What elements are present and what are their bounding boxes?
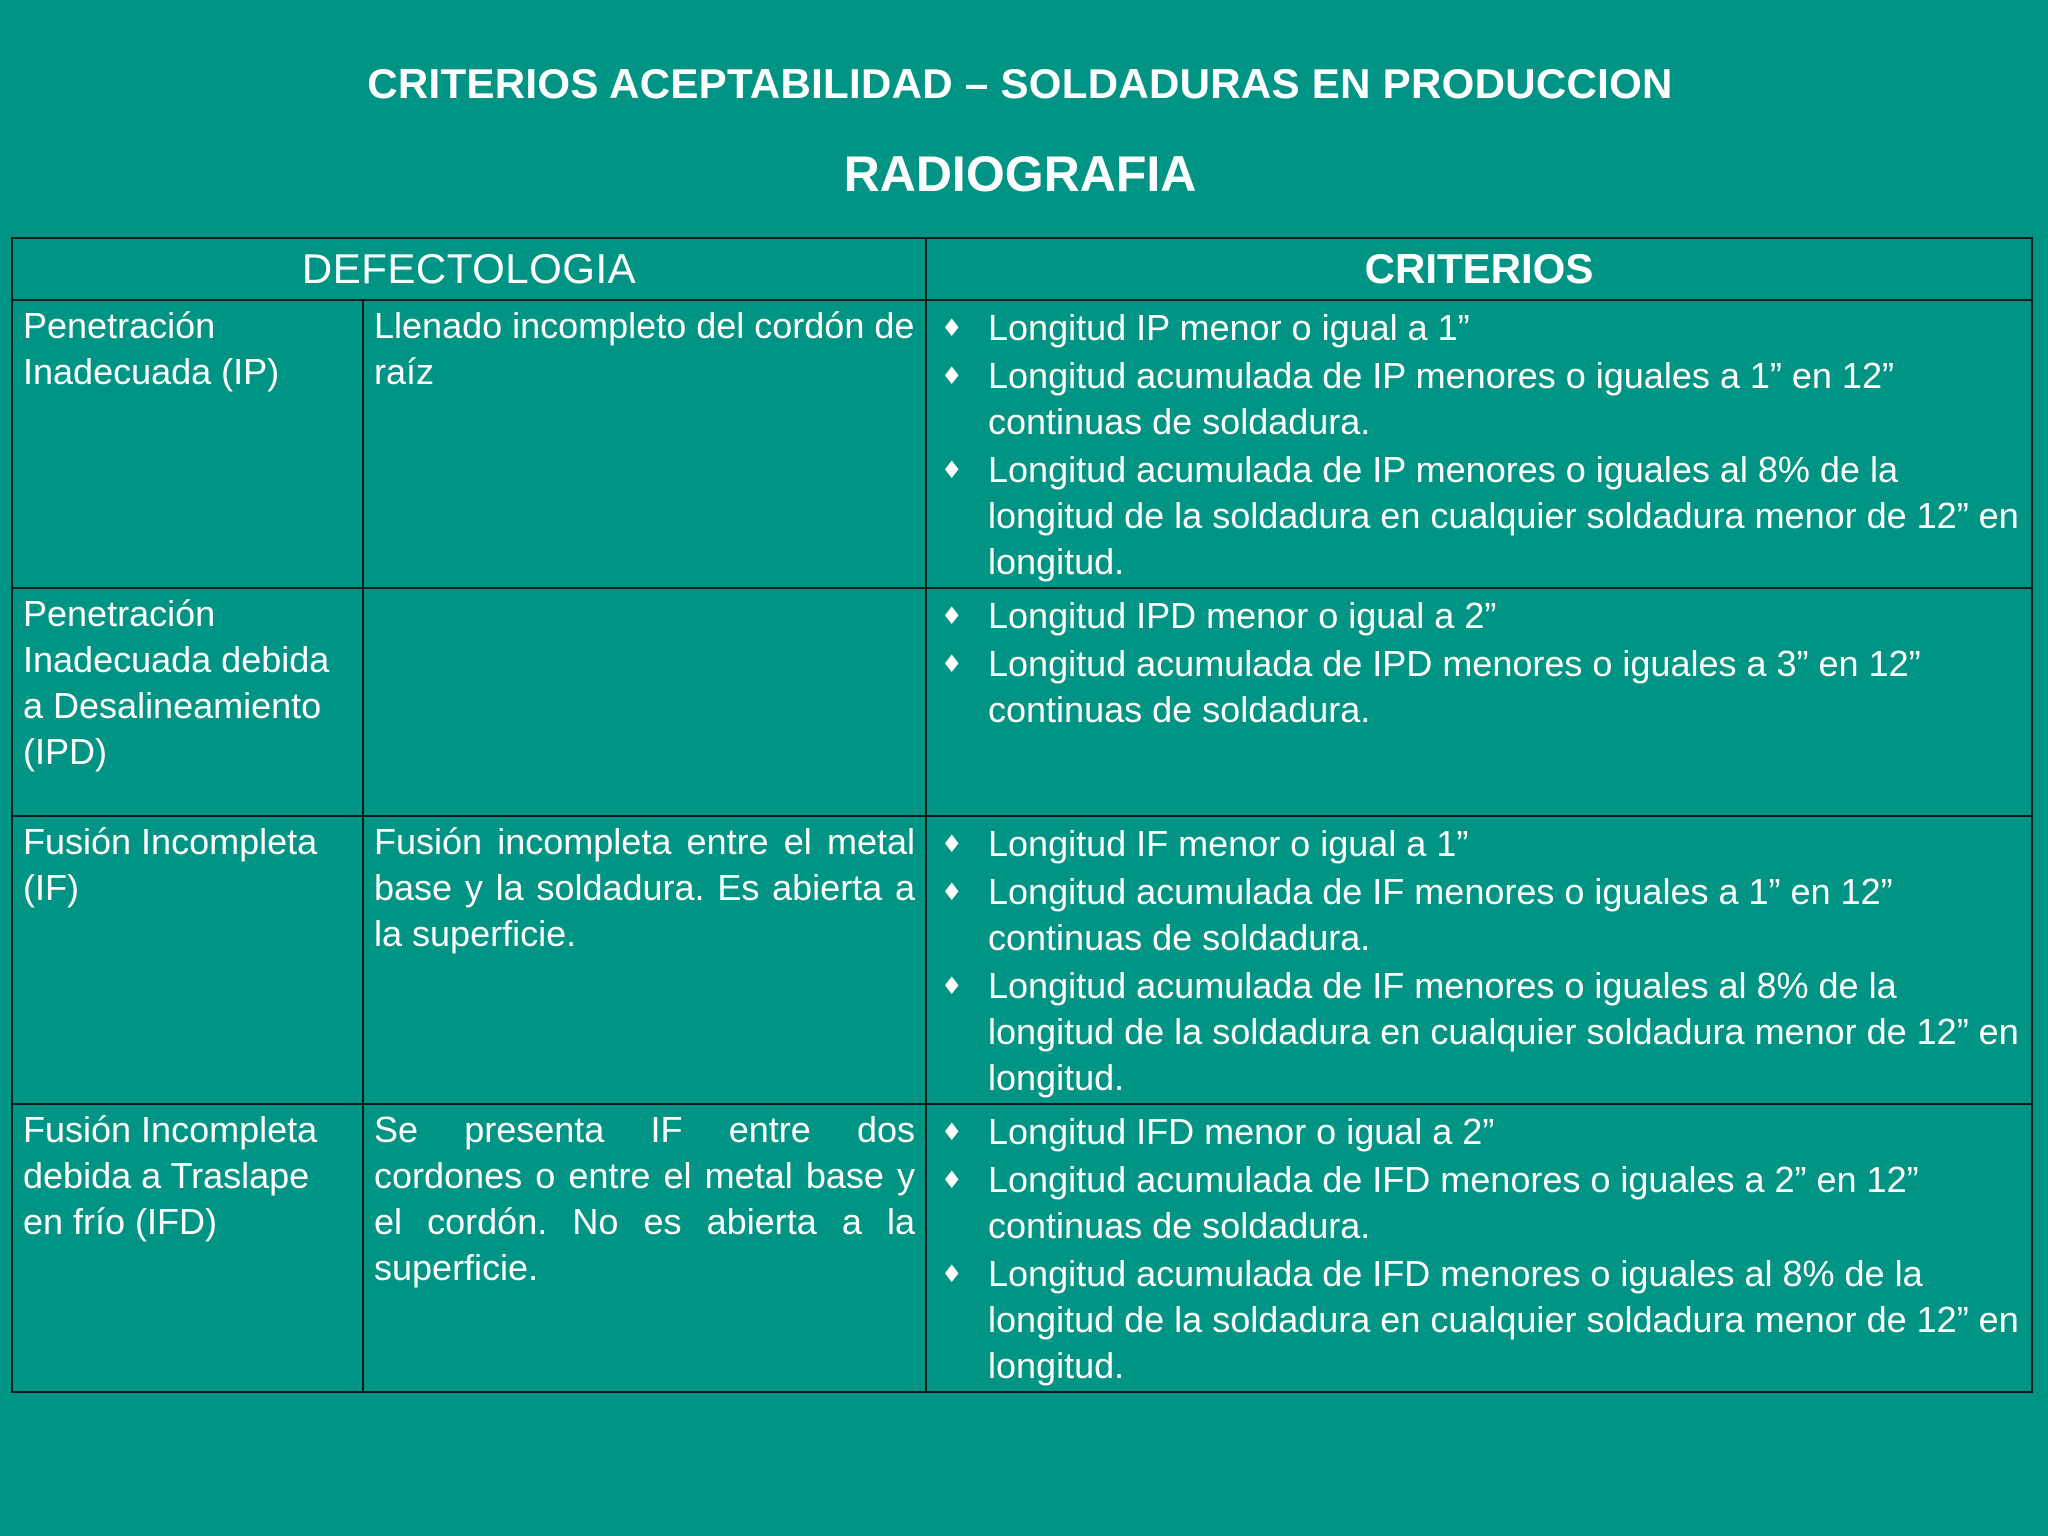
criteria-item [927,963,2021,1101]
criteria-list [927,301,2031,585]
header-criterios: CRITERIOS [926,238,2032,300]
criteria-item [927,1251,2021,1389]
criteria-text: Longitud acumulada de IP menores o iguales a 1” en 12” continuas de soldadura. [988,355,1894,442]
criteria-text: Longitud IP menor o igual a 1” [988,307,1470,348]
defect-description: Llenado incompleto del cordón de raíz [374,305,915,392]
criteria-item [927,447,2021,585]
defect-name-cell [12,588,363,816]
diamond-bullet-icon: ♦ [941,362,963,390]
criteria-text: Longitud acumulada de IF menores o iguales al 8% de la longitud de la soldadura en cualquier soldadura menor de 12” en longitud. [988,965,2019,1098]
criteria-text: Longitud acumulada de IFD menores o iguales a 2” en 12” continuas de soldadura. [988,1159,1919,1246]
criteria-cell [926,816,2032,1104]
defect-name-cell [12,816,363,1104]
criteria-text: Longitud IPD menor o igual a 2” [988,595,1497,636]
criteria-table [11,237,2033,1393]
criteria-cell [926,588,2032,816]
defect-name: Penetración Inadecuada debida a Desalineamiento (IPD) [23,593,330,772]
defect-description: Se presenta IF entre dos cordones o entre el metal base y el cordón. No es abierta a la superficie. [374,1109,916,1288]
defect-name-cell [12,300,363,588]
defect-name: Fusión Incompleta (IF) [23,821,318,908]
table-row [12,1104,2032,1392]
criteria-item [927,305,2021,351]
criteria-item [927,869,2021,961]
table-row [12,300,2032,588]
diamond-bullet-icon: ♦ [941,650,963,678]
table-header-row [12,238,2032,300]
header-defectologia: DEFECTOLOGIA [12,238,926,300]
defect-description: Fusión incompleta entre el metal base y la soldadura. Es abierta a la superficie. [374,821,916,954]
defect-name: Penetración Inadecuada (IP) [23,305,280,392]
criteria-item [927,593,2021,639]
criteria-list [927,1105,2031,1389]
criteria-text: Longitud acumulada de IF menores o iguales a 1” en 12” continuas de soldadura. [988,871,1893,958]
criteria-text: Longitud IF menor o igual a 1” [988,823,1469,864]
diamond-bullet-icon: ♦ [941,456,963,484]
slide-title: CRITERIOS ACEPTABILIDAD – SOLDADURAS EN PRODUCCION [367,60,1673,107]
table-row [12,588,2032,816]
diamond-bullet-icon: ♦ [941,602,963,630]
diamond-bullet-icon: ♦ [941,314,963,342]
diamond-bullet-icon: ♦ [941,1166,963,1194]
diamond-bullet-icon: ♦ [941,972,963,1000]
criteria-cell [926,300,2032,588]
defect-name: Fusión Incompleta debida a Traslape en frío (IFD) [23,1109,318,1242]
table-row [12,816,2032,1104]
criteria-list [927,817,2031,1101]
slide-subtitle: RADIOGRAFIA [843,146,1197,202]
criteria-text: Longitud acumulada de IFD menores o iguales al 8% de la longitud de la soldadura en cualquier soldadura menor de 12” en longitud. [988,1253,2019,1386]
criteria-item [927,821,2021,867]
criteria-item [927,641,2021,733]
diamond-bullet-icon: ♦ [941,878,963,906]
defect-description-cell [363,1104,926,1392]
defect-name-cell [12,1104,363,1392]
diamond-bullet-icon: ♦ [941,830,963,858]
defect-description-cell [363,300,926,588]
criteria-item [927,353,2021,445]
criteria-text: Longitud acumulada de IPD menores o iguales a 3” en 12” continuas de soldadura. [988,643,1921,730]
diamond-bullet-icon: ♦ [941,1260,963,1288]
criteria-list [927,589,2031,733]
criteria-cell [926,1104,2032,1392]
diamond-bullet-icon: ♦ [941,1118,963,1146]
defect-description-cell [363,816,926,1104]
defect-description [364,589,925,591]
defect-description-cell [363,588,926,816]
criteria-text: Longitud acumulada de IP menores o iguales al 8% de la longitud de la soldadura en cualquier soldadura menor de 12” en longitud. [988,449,2019,582]
criteria-item [927,1109,2021,1155]
criteria-item [927,1157,2021,1249]
criteria-text: Longitud IFD menor o igual a 2” [988,1111,1495,1152]
